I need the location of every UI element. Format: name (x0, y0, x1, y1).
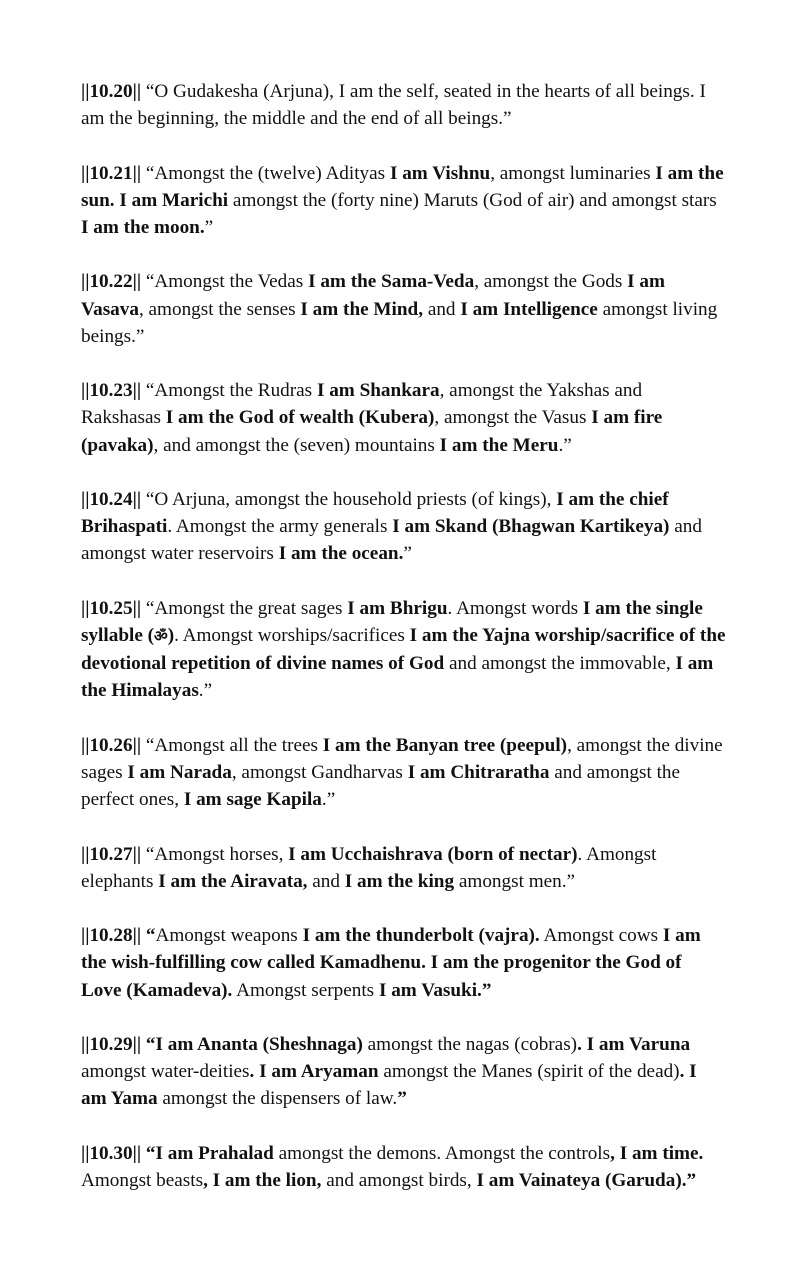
verse-text: . Amongst the army generals (167, 516, 393, 538)
verse-text: and amongst the perfect ones, (81, 761, 681, 811)
verse-text-bold: I am Vainateya (Garuda).” (476, 1169, 697, 1191)
verse-text-bold: I am the wish-fulfilling cow called Kamadhenu. I am the progenitor the God of Love (Kamadeva). (81, 925, 701, 1001)
verse-number: ||10.27|| (81, 843, 142, 865)
verse-text-bold: I am the chief Brihaspati (81, 488, 669, 538)
verse-text: amongst the Manes (spirit of the dead) (378, 1061, 680, 1083)
verse-text: “Amongst the great sages (141, 597, 348, 619)
verse-text: and amongst water reservoirs (81, 516, 702, 565)
verse-text-bold: . I am Varuna (577, 1033, 691, 1055)
verse-text-bold: “I am Ananta (Sheshnaga) (141, 1033, 363, 1055)
verse-text: amongst the (forty nine) Maruts (God of air) and amongst stars (228, 189, 717, 211)
verse-text-bold: I am the moon. (81, 217, 205, 238)
verse-text-bold: I am the Sama-Veda (308, 271, 475, 293)
verse-text: ” (403, 543, 412, 565)
verse-text-bold: I am the sun. I am Marichi (81, 162, 724, 211)
verse-text: “O Arjuna, amongst the household priests (of kings), (141, 488, 557, 510)
verse-paragraph (81, 160, 726, 242)
verse-text-bold: I am Vasuki.” (378, 979, 492, 1001)
verse-paragraph (81, 922, 726, 1004)
verse-number: ||10.23|| (81, 380, 142, 402)
verse-text-bold: I am the Yajna worship/sacrifice of the devotional repetition of divine names of God (81, 624, 726, 675)
verse-paragraph (81, 486, 726, 568)
verse-number: ||10.30|| (81, 1142, 142, 1164)
verse-text: .” (558, 434, 572, 456)
verse-number: ||10.20|| (81, 81, 142, 102)
verse-text: “Amongst the Rudras (141, 380, 317, 402)
verse-text-bold: , I am the lion, (203, 1169, 322, 1191)
verse-text: , amongst Gandharvas (231, 761, 408, 783)
verse-text: and (307, 870, 345, 892)
verse-text-bold: ” (397, 1088, 407, 1110)
verse-text: “Amongst the (twelve) Adityas (141, 162, 390, 184)
verse-text-bold: I am the Airavata, (158, 870, 308, 892)
verse-text: . Amongst elephants (81, 843, 657, 892)
verse-number: ||10.24|| (81, 488, 142, 510)
verse-text-bold: I am the Himalayas (81, 653, 714, 702)
verse-text: and amongst the immovable, (444, 653, 676, 675)
verse-text: , amongst luminaries (490, 162, 656, 184)
verse-text: ” (204, 217, 214, 238)
verse-text-bold: I am the ocean. (278, 543, 404, 565)
verse-text: amongst water-deities (81, 1061, 250, 1083)
verse-text-bold: I am sage Kapila (183, 789, 322, 811)
verse-text-bold: I am Bhrigu (347, 597, 448, 619)
verse-text: amongst the dispensers of law. (157, 1088, 398, 1110)
verse-text-bold: . I am Yama (81, 1061, 697, 1110)
verse-text: amongst living beings.” (81, 298, 718, 347)
verse-text: , amongst the Yakshas and Rakshasas (81, 380, 643, 429)
verse-text-bold: I am Skand (Bhagwan Kartikeya) (392, 516, 670, 538)
verse-text-bold: I am the single syllable ( (81, 597, 703, 646)
verse-text: . Amongst worships/sacrifices (174, 624, 410, 646)
verse-text: Amongst beasts (81, 1169, 204, 1191)
verse-number: ||10.26|| (81, 734, 142, 756)
verse-text: , amongst the senses (138, 298, 301, 320)
verse-text: “Amongst all the trees (141, 734, 323, 756)
verse-text-bold: I am Chitraratha (407, 761, 550, 783)
verse-text: amongst the demons. Amongst the controls (273, 1142, 611, 1164)
verse-text: and amongst birds, (321, 1169, 477, 1191)
verse-number: ||10.22|| (81, 271, 142, 293)
verse-text-bold: I am Shankara (316, 380, 440, 402)
verse-number: ||10.21|| (81, 162, 142, 184)
verse-text-bold: I am the God of wealth (Kubera) (165, 407, 435, 429)
verse-text-bold: I am Ucchaishrava (born of nectar) (288, 843, 578, 865)
verse-text-bold: I am fire (pavaka) (81, 407, 663, 456)
verse-text: Amongst serpents (232, 979, 379, 1001)
verse-text-bold: “I am Prahalad (141, 1142, 274, 1164)
verse-paragraph (81, 78, 726, 132)
verse-text-bold: ) (167, 624, 175, 646)
verse-paragraph (81, 377, 726, 459)
verse-paragraph (81, 268, 726, 350)
verse-paragraph (81, 1031, 726, 1113)
verse-text: , amongst the Vasus (434, 407, 592, 429)
verse-text-bold: I am Vishnu (389, 162, 491, 184)
verse-text-bold: I am Intelligence (460, 298, 598, 320)
verse-paragraph (81, 732, 726, 814)
verse-text-bold: “ (141, 925, 156, 947)
verse-text-bold: I am the Meru (439, 434, 559, 456)
verse-text-bold: I am the king (344, 870, 455, 892)
verse-text: .” (321, 789, 336, 811)
verse-text: , amongst the divine sages (81, 734, 723, 783)
document-page (81, 78, 726, 1194)
verse-paragraph (81, 841, 726, 895)
om-symbol: ॐ (154, 626, 168, 645)
verse-text-bold: , I am time. (610, 1142, 704, 1164)
verse-number: ||10.28|| (81, 925, 142, 947)
verse-paragraph (81, 595, 726, 705)
verse-text: “O Gudakesha (Arjuna), I am the self, seated in the hearts of all beings. I am the beginning, the middle and the end of all beings.” (81, 81, 706, 130)
verse-text: Amongst cows (539, 925, 663, 947)
verse-number: ||10.29|| (81, 1033, 142, 1055)
verse-text: . Amongst words (447, 597, 583, 619)
verse-text-bold: I am Vasava (81, 271, 665, 320)
verse-text: , and amongst the (seven) mountains (153, 434, 440, 456)
verse-text-bold: I am the thunderbolt (vajra). (302, 925, 540, 947)
verse-text: .” (198, 680, 213, 702)
verse-text: , amongst the Gods (474, 271, 628, 293)
verse-text: and (423, 298, 461, 320)
verse-text-bold: I am the Banyan tree (peepul) (322, 734, 568, 756)
verse-text: amongst men.” (454, 870, 576, 892)
verse-text-bold: . I am Aryaman (249, 1061, 379, 1083)
verse-text: “Amongst the Vedas (141, 271, 309, 293)
verse-text: Amongst weapons (155, 925, 303, 947)
verse-text: “Amongst horses, (141, 843, 289, 865)
verse-text: amongst the nagas (cobras) (362, 1033, 578, 1055)
verse-paragraph (81, 1140, 726, 1194)
verse-text-bold: I am Narada (127, 761, 232, 783)
verse-number: ||10.25|| (81, 597, 142, 619)
verse-text-bold: I am the Mind, (300, 298, 424, 320)
